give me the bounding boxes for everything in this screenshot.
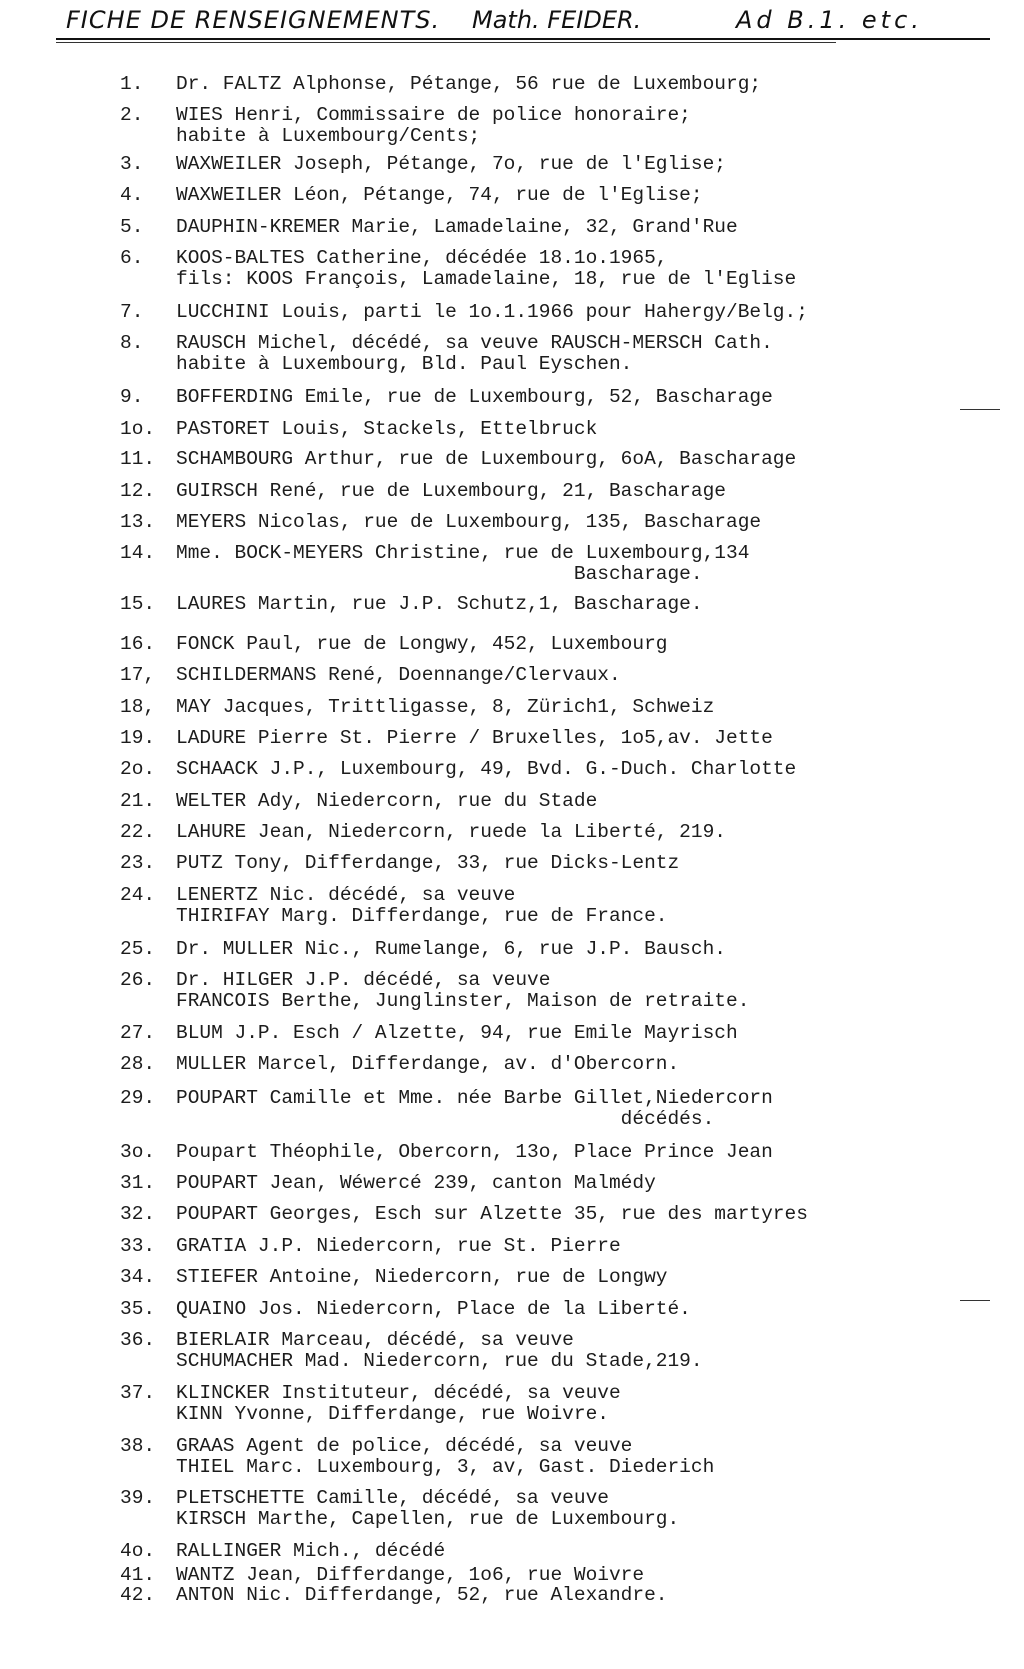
list-item-number: 3o. [120,1141,156,1163]
list-item-number: 24. [120,884,156,906]
list-item [0,74,1024,95]
list-item [0,154,1024,175]
header-underline-secondary [56,42,836,43]
list-item-number: 13. [120,511,156,533]
list-item-line: MULLER Marcel, Differdange, av. d'Obercorn. [176,1053,680,1075]
list-item-line: Poupart Théophile, Obercorn, 13o, Place Prince Jean [176,1141,773,1163]
list-item-line: GRAAS Agent de police, décédé, sa veuve [176,1435,633,1457]
list-item-line: KINN Yvonne, Differdange, rue Woivre. [176,1403,609,1425]
list-item [0,1142,1024,1163]
list-item-number: 39. [120,1487,156,1509]
list-item-number: 36. [120,1329,156,1351]
header-right-note: Ad B.1. etc. [736,6,923,34]
list-item-number: 19. [120,727,156,749]
list-item [0,449,1024,470]
list-item [0,333,1024,375]
list-item-number: 28. [120,1053,156,1075]
list-item [0,543,1024,585]
list-item [0,105,1024,147]
margin-mark [960,1300,990,1301]
list-item-number: 29. [120,1087,156,1109]
list-item-number: 8. [120,332,144,354]
list-item-line: THIEL Marc. Luxembourg, 3, av, Gast. Diederich [176,1456,715,1478]
list-item-line: THIRIFAY Marg. Differdange, rue de France. [176,905,668,927]
list-item-line: WIES Henri, Commissaire de police honoraire; [176,104,691,126]
list-item-number: 7. [120,301,144,323]
list-item-number: 2o. [120,758,156,780]
list-item-line: PASTORET Louis, Stackels, Ettelbruck [176,418,598,440]
list-item-number: 4o. [120,1540,156,1562]
list-item-line: STIEFER Antoine, Niedercorn, rue de Longwy [176,1266,668,1288]
list-item-line: KLINCKER Instituteur, décédé, sa veuve [176,1382,621,1404]
list-item [0,248,1024,290]
list-item-number: 42. [120,1584,156,1606]
list-item [0,185,1024,206]
list-item-line: BIERLAIR Marceau, décédé, sa veuve [176,1329,574,1351]
list-item-line: WAXWEILER Léon, Pétange, 74, rue de l'Eglise; [176,184,703,206]
header-underline [56,38,990,40]
list-item-number: 11. [120,448,156,470]
list-item-number: 31. [120,1172,156,1194]
list-item-line: BLUM J.P. Esch / Alzette, 94, rue Emile Mayrisch [176,1022,738,1044]
list-item [0,1383,1024,1425]
list-item-number: 1o. [120,418,156,440]
list-item [0,728,1024,749]
list-item-line: MEYERS Nicolas, rue de Luxembourg, 135, Bascharage [176,511,762,533]
list-item-number: 22. [120,821,156,843]
list-item-line: FONCK Paul, rue de Longwy, 452, Luxembourg [176,633,668,655]
list-item [0,665,1024,686]
list-item [0,217,1024,238]
list-item [0,302,1024,323]
list-item-line: DAUPHIN-KREMER Marie, Lamadelaine, 32, Grand'Rue [176,216,738,238]
list-item-number: 34. [120,1266,156,1288]
list-item [0,1204,1024,1225]
list-item [0,1054,1024,1075]
list-item [0,1488,1024,1530]
list-item-number: 4. [120,184,144,206]
header-middle-note: Math. FEIDER. [472,6,642,34]
list-item-number: 25. [120,938,156,960]
list-item-line: Dr. MULLER Nic., Rumelange, 6, rue J.P. Bausch. [176,938,726,960]
list-item [0,885,1024,927]
list-item-line: ANTON Nic. Differdange, 52, rue Alexandre. [176,1584,668,1606]
list-item-line: fils: KOOS François, Lamadelaine, 18, rue de l'Eglise [176,268,797,290]
margin-mark [960,409,1000,410]
list-item-number: 35. [120,1298,156,1320]
list-item [0,1299,1024,1320]
list-item [0,939,1024,960]
list-item-line: WELTER Ady, Niedercorn, rue du Stade [176,790,598,812]
list-item-line: LAHURE Jean, Niedercorn, ruede la Liberté, 219. [176,821,726,843]
list-item-line: LUCCHINI Louis, parti le 1o.1.1966 pour Hahergy/Belg.; [176,301,808,323]
list-item-line: PUTZ Tony, Differdange, 33, rue Dicks-Lentz [176,852,680,874]
list-item [0,791,1024,812]
list-item-number: 14. [120,542,156,564]
list-item-number: 16. [120,633,156,655]
list-item-number: 9. [120,386,144,408]
list-item-line: Dr. HILGER J.P. décédé, sa veuve [176,969,551,991]
list-item-number: 26. [120,969,156,991]
list-item-line: POUPART Jean, Wéwercé 239, canton Malmédy [176,1172,656,1194]
list-item [0,822,1024,843]
list-item-number: 3. [120,153,144,175]
list-item [0,481,1024,502]
list-item [0,1541,1024,1562]
list-item [0,1330,1024,1372]
list-item-number: 21. [120,790,156,812]
list-item-number: 37. [120,1382,156,1404]
list-item [0,1023,1024,1044]
list-item-line: Mme. BOCK-MEYERS Christine, rue de Luxembourg,134 [176,542,750,564]
list-item [0,387,1024,408]
list-item-line: LENERTZ Nic. décédé, sa veuve [176,884,516,906]
list-item-line: QUAINO Jos. Niedercorn, Place de la Liberté. [176,1298,691,1320]
list-item [0,512,1024,533]
list-item [0,634,1024,655]
list-item [0,1173,1024,1194]
list-item-line: RALLINGER Mich., décédé [176,1540,446,1562]
list-item [0,1236,1024,1257]
list-item-line: PLETSCHETTE Camille, décédé, sa veuve [176,1487,609,1509]
list-item [0,1585,1024,1606]
list-item-number: 32. [120,1203,156,1225]
list-item [0,970,1024,1012]
list-item-line: KIRSCH Marthe, Capellen, rue de Luxembourg. [176,1508,680,1530]
page-header [60,4,990,38]
list-item-number: 18, [120,696,156,718]
list-item-number: 33. [120,1235,156,1257]
list-item-line: habite à Luxembourg, Bld. Paul Eyschen. [176,353,633,375]
list-item-line: POUPART Camille et Mme. née Barbe Gillet,Niedercorn [176,1087,773,1109]
list-item-line: BOFFERDING Emile, rue de Luxembourg, 52, Bascharage [176,386,773,408]
list-item-number: 17, [120,664,156,686]
list-item-line: LAURES Martin, rue J.P. Schutz,1, Bascharage. [176,593,703,615]
list-item-number: 6. [120,247,144,269]
list-item [0,1088,1024,1130]
list-item-line: KOOS-BALTES Catherine, décédée 18.1o.1965, [176,247,668,269]
header-left-note: FICHE DE RENSEIGNEMENTS. [66,6,441,34]
list-item-number: 5. [120,216,144,238]
list-item-line: WANTZ Jean, Differdange, 1o6, rue Woivre [176,1564,645,1586]
list-item-line: MAY Jacques, Trittligasse, 8, Zürich1, Schweiz [176,696,715,718]
list-item [0,853,1024,874]
list-item-line: SCHILDERMANS René, Doennange/Clervaux. [176,664,621,686]
list-item-number: 41. [120,1564,156,1586]
list-item-line: SCHAACK J.P., Luxembourg, 49, Bvd. G.-Duch. Charlotte [176,758,797,780]
list-item-number: 23. [120,852,156,874]
list-item-number: 15. [120,593,156,615]
list-item-number: 12. [120,480,156,502]
list-item-line: SCHAMBOURG Arthur, rue de Luxembourg, 6oA, Bascharage [176,448,797,470]
list-item [0,1267,1024,1288]
list-item-line: RAUSCH Michel, décédé, sa veuve RAUSCH-MERSCH Cath. [176,332,773,354]
list-item-line: GRATIA J.P. Niedercorn, rue St. Pierre [176,1235,621,1257]
list-item [0,697,1024,718]
list-item [0,419,1024,440]
list-item-line: Bascharage. [176,563,703,585]
list-item [0,1436,1024,1478]
list-item-line: GUIRSCH René, rue de Luxembourg, 21, Bascharage [176,480,726,502]
list-item-line: décédés. [176,1108,715,1130]
list-item-number: 27. [120,1022,156,1044]
list-item-number: 1. [120,73,144,95]
list-item [0,1565,1024,1586]
list-item-line: POUPART Georges, Esch sur Alzette 35, rue des martyres [176,1203,808,1225]
list-item-line: LADURE Pierre St. Pierre / Bruxelles, 1o5,av. Jette [176,727,773,749]
list-item-line: WAXWEILER Joseph, Pétange, 7o, rue de l'Eglise; [176,153,726,175]
list-item-number: 2. [120,104,144,126]
list-item [0,759,1024,780]
list-item-line: FRANCOIS Berthe, Junglinster, Maison de retraite. [176,990,750,1012]
list-item [0,594,1024,615]
list-item-line: Dr. FALTZ Alphonse, Pétange, 56 rue de Luxembourg; [176,73,762,95]
list-item-number: 38. [120,1435,156,1457]
list-item-line: SCHUMACHER Mad. Niedercorn, rue du Stade,219. [176,1350,703,1372]
list-item-line: habite à Luxembourg/Cents; [176,125,481,147]
